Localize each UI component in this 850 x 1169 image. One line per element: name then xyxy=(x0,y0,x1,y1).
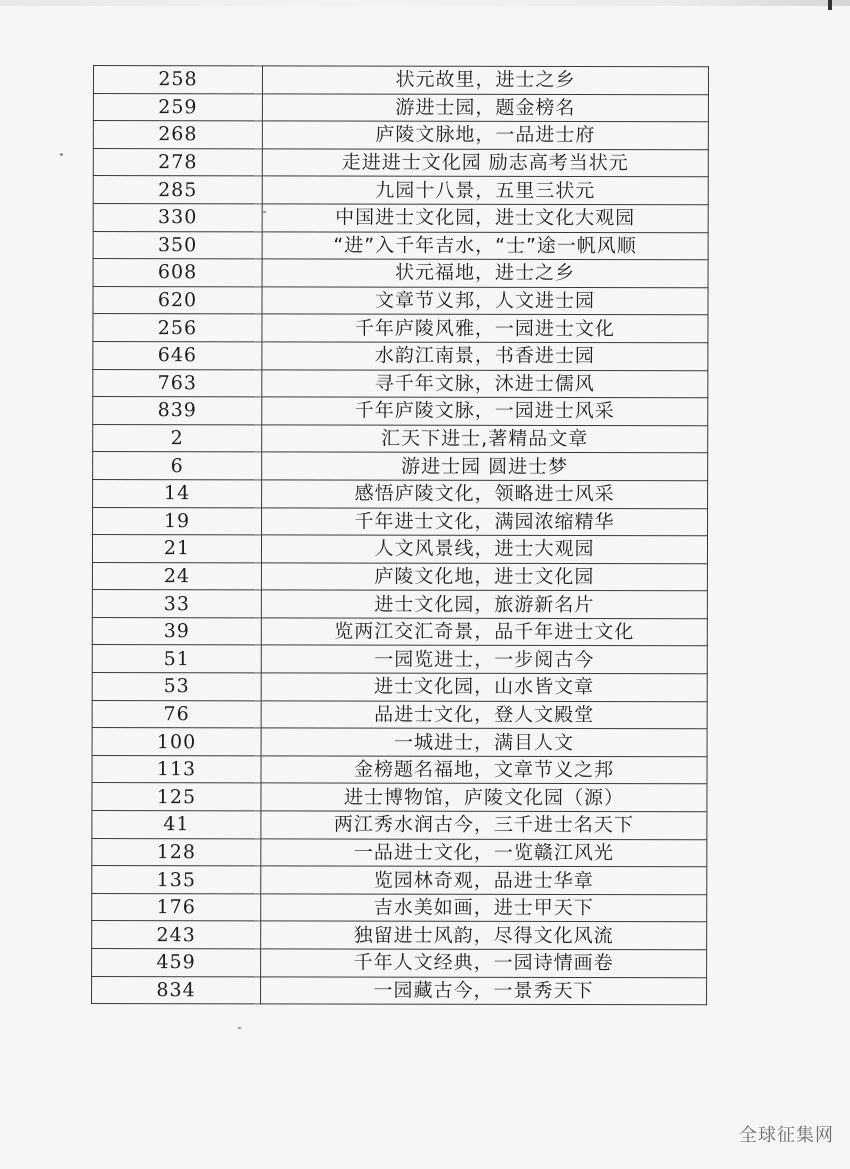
scan-top-band xyxy=(0,0,850,6)
scan-speck xyxy=(60,153,63,156)
entry-number: 135 xyxy=(92,866,261,894)
slogan-table xyxy=(91,65,709,1005)
entry-slogan: 一城进士，满目人文 xyxy=(261,728,707,757)
table-row xyxy=(92,700,707,729)
entry-number: 278 xyxy=(93,148,262,176)
entry-number: 125 xyxy=(92,783,261,811)
table-row xyxy=(92,535,707,564)
entry-number: 2 xyxy=(93,424,262,452)
table-row xyxy=(92,645,707,674)
entry-slogan: 千年人文经典，一园诗情画卷 xyxy=(261,949,707,978)
scan-corner-mark xyxy=(828,0,832,10)
table-row xyxy=(93,203,708,232)
table-row xyxy=(92,590,707,619)
table-row xyxy=(93,259,708,288)
slogan-table-body xyxy=(92,66,709,1005)
entry-slogan: 金榜题名福地，文章节义之邦 xyxy=(261,756,707,785)
entry-slogan: 游进士园 圆进士梦 xyxy=(262,452,708,481)
entry-slogan: 庐陵文化地，进士文化园 xyxy=(261,563,707,592)
entry-number: 21 xyxy=(92,535,261,563)
table-row xyxy=(92,673,707,702)
entry-slogan: 进士文化园，旅游新名片 xyxy=(261,590,707,619)
entry-number: 839 xyxy=(93,397,262,425)
table-row xyxy=(92,783,707,812)
table-row xyxy=(93,369,708,398)
entry-number: 53 xyxy=(92,673,261,701)
table-row xyxy=(93,424,708,453)
entry-slogan: 千年进士文化，满园浓缩精华 xyxy=(262,507,708,536)
entry-number: 259 xyxy=(93,93,262,121)
entry-number: 330 xyxy=(93,203,262,231)
entry-slogan: 两江秀水润古今，三千进士名天下 xyxy=(261,811,707,840)
entry-number: 285 xyxy=(93,176,262,204)
entry-slogan: 状元故里，进士之乡 xyxy=(262,66,708,95)
entry-slogan: 游进士园，题金榜名 xyxy=(262,93,708,122)
entry-number: 14 xyxy=(93,479,262,507)
entry-slogan: 千年庐陵风雅，一园进士文化 xyxy=(262,314,708,343)
entry-number: 459 xyxy=(92,948,261,976)
entry-slogan: 文章节义邦，人文进士园 xyxy=(262,287,708,316)
table-row xyxy=(92,562,707,591)
entry-number: 39 xyxy=(92,617,261,645)
table-row xyxy=(93,66,708,95)
entry-slogan: 览园林奇观，品进士华章 xyxy=(261,866,707,895)
entry-slogan: 走进进士文化园 励志高考当状元 xyxy=(262,149,708,178)
table-row xyxy=(92,921,707,950)
entry-number: 128 xyxy=(92,838,261,866)
entry-slogan: 吉水美如画，进士甲天下 xyxy=(261,894,707,923)
table-row xyxy=(93,479,708,508)
entry-number: 6 xyxy=(93,452,262,480)
entry-number: 76 xyxy=(92,700,261,728)
table-row xyxy=(93,231,708,260)
table-row xyxy=(93,286,708,315)
entry-slogan: “进”入千年吉水，“士”途一帆风顺 xyxy=(262,231,708,260)
entry-number: 763 xyxy=(93,369,262,397)
table-row xyxy=(93,176,708,205)
table-row xyxy=(92,617,707,646)
entry-slogan: 人文风景线，进士大观园 xyxy=(261,535,707,564)
table-row xyxy=(92,866,707,895)
entry-slogan: 品进士文化，登人文殿堂 xyxy=(261,701,707,730)
entry-slogan: 独留进士风韵，尽得文化风流 xyxy=(261,921,707,950)
entry-slogan: 一园览进士，一步阅古今 xyxy=(261,645,707,674)
entry-number: 834 xyxy=(92,976,261,1004)
table-row xyxy=(92,976,707,1005)
entry-number: 19 xyxy=(93,507,262,535)
entry-number: 256 xyxy=(93,314,262,342)
table-row xyxy=(92,811,707,840)
entry-number: 608 xyxy=(93,259,262,287)
table-row xyxy=(92,728,707,757)
entry-number: 113 xyxy=(92,755,261,783)
entry-number: 100 xyxy=(92,728,261,756)
table-row xyxy=(93,507,708,536)
table-row xyxy=(92,948,707,977)
entry-number: 350 xyxy=(93,231,262,259)
table-row xyxy=(93,314,708,343)
table-row xyxy=(93,341,708,370)
table-row xyxy=(93,93,708,122)
entry-slogan: 汇天下进士,著精品文章 xyxy=(262,425,708,454)
watermark-logo: 全球征集网 xyxy=(739,1125,834,1146)
entry-slogan: 九园十八景，五里三状元 xyxy=(262,176,708,205)
entry-number: 33 xyxy=(92,590,261,618)
table-row xyxy=(93,397,708,426)
entry-number: 258 xyxy=(93,66,262,94)
table-row xyxy=(92,755,707,784)
entry-slogan: 中国进士文化园，进士文化大观园 xyxy=(262,204,708,233)
table-row xyxy=(93,452,708,481)
table-row xyxy=(92,893,707,922)
entry-slogan: 感悟庐陵文化，领略进士风采 xyxy=(262,480,708,509)
entry-slogan: 寻千年文脉，沐进士儒风 xyxy=(262,369,708,398)
entry-number: 41 xyxy=(92,811,261,839)
entry-slogan: 一园藏古今，一景秀天下 xyxy=(261,976,707,1005)
entry-slogan: 一品进士文化，一览赣江风光 xyxy=(261,838,707,867)
table-row xyxy=(92,838,707,867)
entry-slogan: 进士博物馆，庐陵文化园（源） xyxy=(261,783,707,812)
entry-number: 51 xyxy=(92,645,261,673)
entry-slogan: 状元福地，进士之乡 xyxy=(262,259,708,288)
scan-speck xyxy=(238,1027,241,1029)
entry-number: 24 xyxy=(92,562,261,590)
entry-number: 176 xyxy=(92,893,261,921)
entry-number: 268 xyxy=(93,121,262,149)
entry-number: 646 xyxy=(93,341,262,369)
entry-number: 620 xyxy=(93,286,262,314)
entry-slogan: 水韵江南景，书香进士园 xyxy=(262,342,708,371)
table-row xyxy=(93,148,708,177)
entry-slogan: 千年庐陵文脉，一园进士风采 xyxy=(262,397,708,426)
table-row xyxy=(93,121,708,150)
entry-number: 243 xyxy=(92,921,261,949)
entry-slogan: 览两江交汇奇景，品千年进士文化 xyxy=(261,618,707,647)
entry-slogan: 进士文化园，山水皆文章 xyxy=(261,673,707,702)
entry-slogan: 庐陵文脉地，一品进士府 xyxy=(262,121,708,150)
